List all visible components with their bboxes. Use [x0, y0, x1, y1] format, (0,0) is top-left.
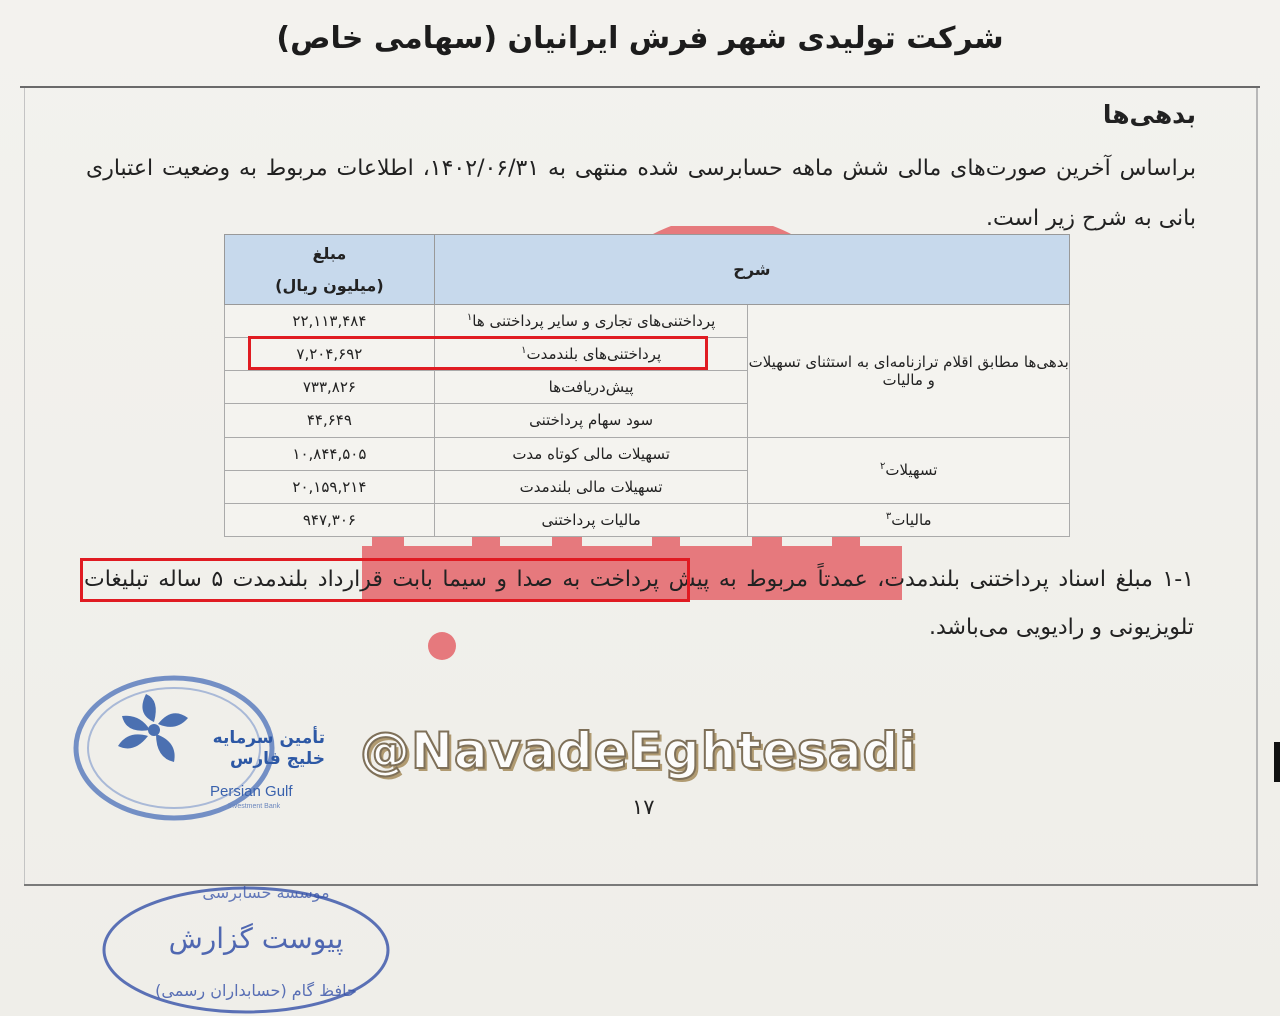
row-amount: ۲۰,۱۵۹,۲۱۴ — [225, 470, 435, 503]
row-amount: ۷۳۳,۸۲۶ — [225, 371, 435, 404]
table-header-amount-line1: مبلغ — [312, 243, 347, 263]
row-amount: ۲۲,۱۱۳,۴۸۴ — [225, 305, 435, 338]
group-label-balance: بدهی‌ها مطابق اقلام ترازنامه‌ای به استثنای تسهیلات و مالیات — [748, 305, 1070, 438]
table-header-amount-line2: (میلیون ریال) — [275, 275, 384, 295]
highlight-box-long-term-payables — [248, 336, 708, 370]
table-row — [225, 437, 1070, 470]
row-desc: پرداختنی‌های بلندمدت$^۱$ — [434, 338, 748, 371]
stamp-name-en: Persian Gulf — [210, 783, 293, 800]
auditor-stamp-line2: پیوست گزارش — [168, 922, 344, 955]
group-label-tax: مالیات$^۳$ — [748, 503, 1070, 536]
stamp-name-fa: تأمین سرمایه خلیج فارس — [212, 728, 325, 769]
company-title: شرکت تولیدی شهر فرش ایرانیان (سهامی خاص) — [276, 21, 1004, 56]
watermark-handle: @NavadeEghtesadi — [360, 722, 918, 780]
page-frame-right — [1256, 88, 1258, 886]
table-header-amount — [225, 235, 435, 305]
row-desc: پرداختنی‌های تجاری و سایر پرداختنی ها$^۱$ — [434, 305, 748, 338]
row-desc: پیش‌دریافت‌ها — [434, 371, 748, 404]
table-row — [225, 503, 1070, 536]
table-header-desc: شرح — [434, 235, 1069, 305]
row-desc: سود سهام پرداختنی — [434, 404, 748, 437]
row-desc: تسهیلات مالی بلندمدت — [434, 470, 748, 503]
row-amount: ۷,۲۰۴,۶۹۲ — [225, 338, 435, 371]
stamp-name-en-small: Investment Bank — [228, 803, 281, 810]
footnote-paragraph: ۱-۱ مبلغ اسناد پرداختنی بلندمدت، عمدتاً مربوط به پیش پرداخت به صدا و سیما بابت قرارداد بلندمدت ۵ ساله تبلیغات تلویزیونی و رادیویی می‌باشد. — [84, 567, 1194, 640]
flower-logo-icon — [118, 694, 188, 762]
table-row — [225, 305, 1070, 338]
row-amount: ۹۴۷,۳۰۶ — [225, 503, 435, 536]
page-number: ۱۷ — [632, 795, 655, 819]
row-amount: ۴۴,۶۴۹ — [225, 404, 435, 437]
auditor-stamp-line3: حافظ گام (حسابداران رسمی) — [155, 981, 357, 1000]
edge-mark — [1274, 742, 1280, 782]
group-label-facilities: تسهیلات$^۲$ — [748, 437, 1070, 503]
page-frame-left — [24, 88, 25, 886]
debts-table — [224, 234, 1070, 537]
intro-paragraph: براساس آخرین صورت‌های مالی شش ماهه حسابرسی شده منتهی به ۱۴۰۲/۰۶/۳۱، اطلاعات مربوط به وضعیت اعتباری بانی به شرح زیر است. — [86, 156, 1196, 231]
row-amount: ۱۰,۸۴۴,۵۰۵ — [225, 437, 435, 470]
highlight-box-footnote — [80, 558, 690, 602]
header-divider — [20, 86, 1260, 88]
auditor-stamp — [96, 870, 396, 1016]
row-desc: تسهیلات مالی کوتاه مدت — [434, 437, 748, 470]
auditor-stamp-line1: موسسه حسابرسی — [202, 883, 330, 902]
section-heading: بدهی‌ها — [1102, 100, 1196, 129]
row-desc: مالیات پرداختنی — [434, 503, 748, 536]
